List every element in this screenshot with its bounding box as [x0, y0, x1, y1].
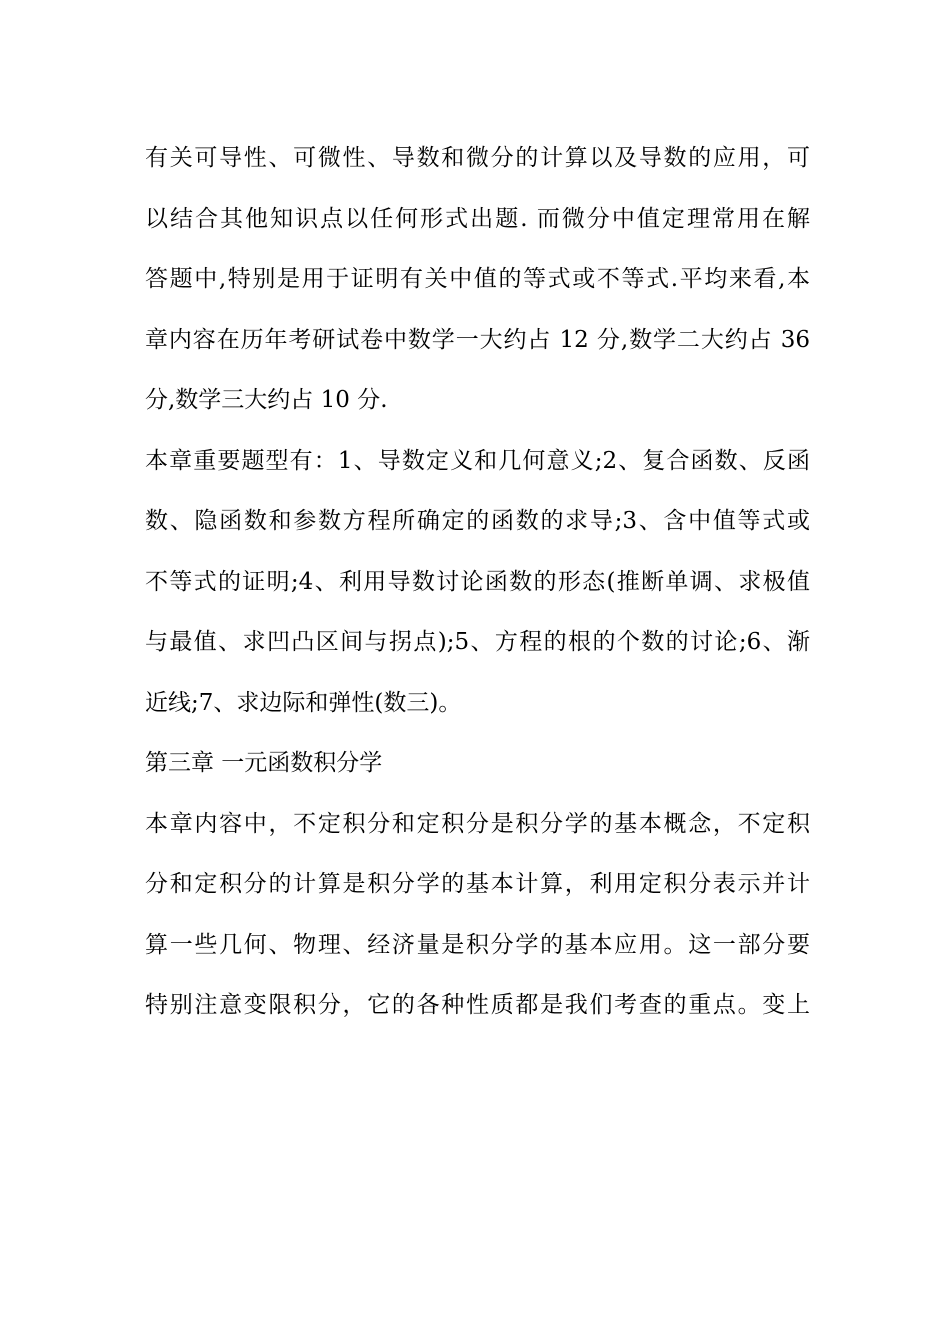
text-line: 算一些几何、物理、经济量是积分学的基本应用。这一部分要 [145, 931, 810, 958]
text-line: 有关可导性、可微性、导数和微分的计算以及导数的应用，可 [145, 145, 810, 171]
text-line: 特别注意变限积分，它的各种性质都是我们考查的重点。变上 [145, 992, 810, 1018]
text-line: 不等式的证明;4、利用导数讨论函数的形态(推断单调、求极值 [145, 568, 810, 595]
text-line: 答题中,特别是用于证明有关中值的等式或不等式.平均来看,本 [145, 266, 810, 292]
text-line: 以结合其他知识点以任何形式出题. 而微分中值定理常用在解 [145, 205, 810, 232]
text-line: 本章内容中，不定积分和定积分是积分学的基本概念，不定积 [145, 810, 810, 837]
chapter-heading: 第三章 一元函数积分学 [145, 750, 383, 776]
text-line: 数、隐函数和参数方程所确定的函数的求导;3、含中值等式或 [145, 508, 810, 534]
text-line: 章内容在历年考研试卷中数学一大约占 12 分,数学二大约占 36 [145, 326, 810, 353]
text-line: 近线;7、求边际和弹性(数三)。 [145, 689, 462, 716]
text-line: 分,数学三大约占 10 分. [145, 387, 388, 413]
text-line: 本章重要题型有：1、导数定义和几何意义;2、复合函数、反函 [145, 447, 810, 474]
body-text [145, 128, 810, 1036]
text-line: 与最值、求凹凸区间与拐点);5、方程的根的个数的讨论;6、渐 [145, 629, 810, 655]
text-line: 分和定积分的计算是积分学的基本计算，利用定积分表示并计 [145, 871, 810, 897]
